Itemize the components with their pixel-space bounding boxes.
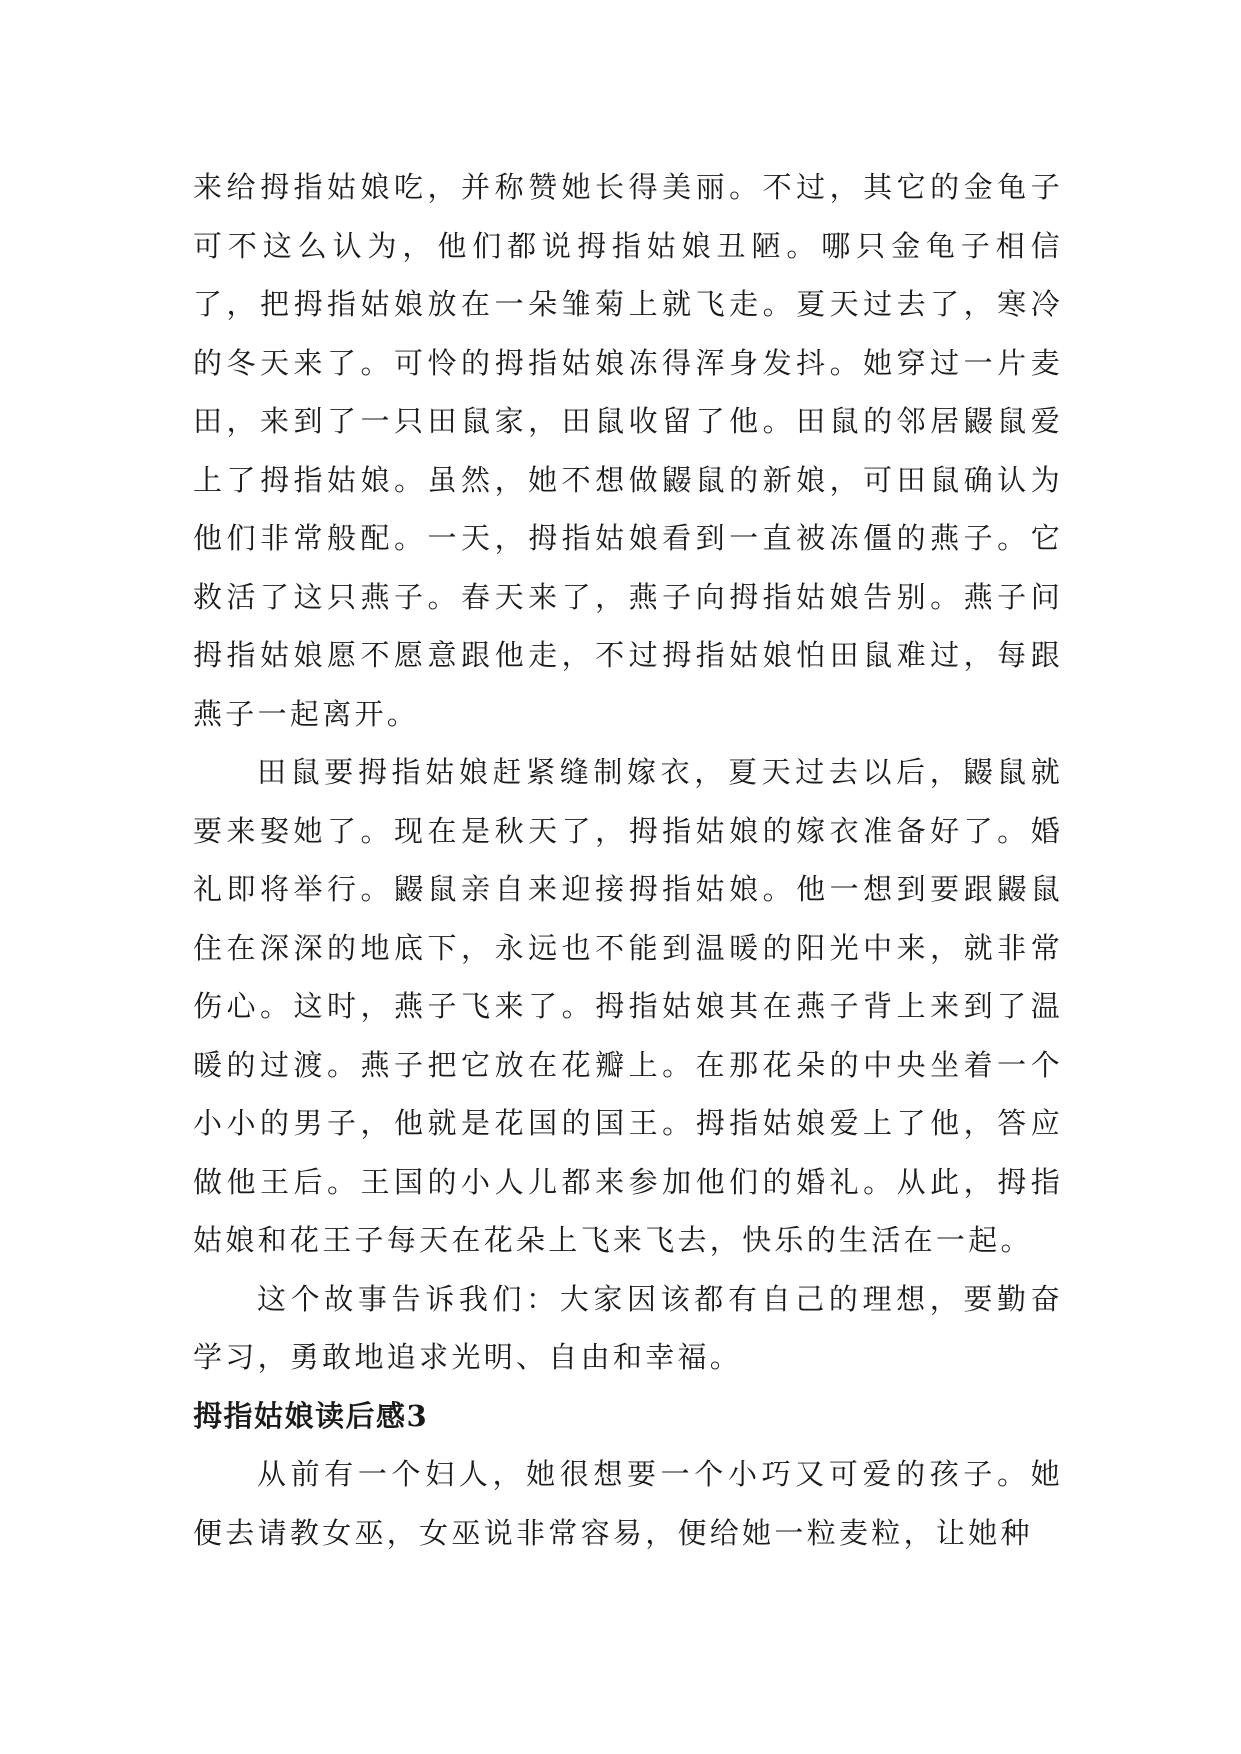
section-heading: 拇指姑娘读后感3 bbox=[193, 1398, 429, 1433]
document-body bbox=[193, 158, 1063, 1562]
paragraph-wedding: 田鼠要拇指姑娘赶紧缝制嫁衣，夏天过去以后，鼹鼠就要来娶她了。现在是秋天了，拇指姑娘的嫁衣准备好了。婚礼即将举行。鼹鼠亲自来迎接拇指姑娘。他一想到要跟鼹鼠住在深深的地底下，永远也不能到温暖的阳光中来，就非常伤心。这时，燕子飞来了。拇指姑娘其在燕子背上来到了温暖的过渡。燕子把它放在花瓣上。在那花朵的中央坐着一个小小的男子，他就是花国的国王。拇指姑娘爱上了他，答应做他王后。王国的小人儿都来参加他们的婚礼。从此，拇指姑娘和花王子每天在花朵上飞来飞去，快乐的生活在一起。 bbox=[193, 755, 1063, 1257]
paragraph-section-intro: 从前有一个妇人，她很想要一个小巧又可爱的孩子。她便去请教女巫，女巫说非常容易，便给她一粒麦粒，让她种 bbox=[193, 1457, 1063, 1550]
paragraph-story-continued: 来给拇指姑娘吃，并称赞她长得美丽。不过，其它的金龟子可不这么认为，他们都说拇指姑娘丑陋。哪只金龟子相信了，把拇指姑娘放在一朵雏菊上就飞走。夏天过去了，寒冷的冬天来了。可怜的拇指姑娘冻得浑身发抖。她穿过一片麦田，来到了一只田鼠家，田鼠收留了他。田鼠的邻居鼹鼠爱上了拇指姑娘。虽然，她不想做鼹鼠的新娘，可田鼠确认为他们非常般配。一天，拇指姑娘看到一直被冻僵的燕子。它救活了这只燕子。春天来了，燕子向拇指姑娘告别。燕子问拇指姑娘愿不愿意跟他走，不过拇指姑娘怕田鼠难过，每跟燕子一起离开。 bbox=[193, 170, 1063, 731]
paragraph-moral: 这个故事告诉我们：大家因该都有自己的理想，要勤奋学习，勇敢地追求光明、自由和幸福。 bbox=[193, 1281, 1063, 1374]
